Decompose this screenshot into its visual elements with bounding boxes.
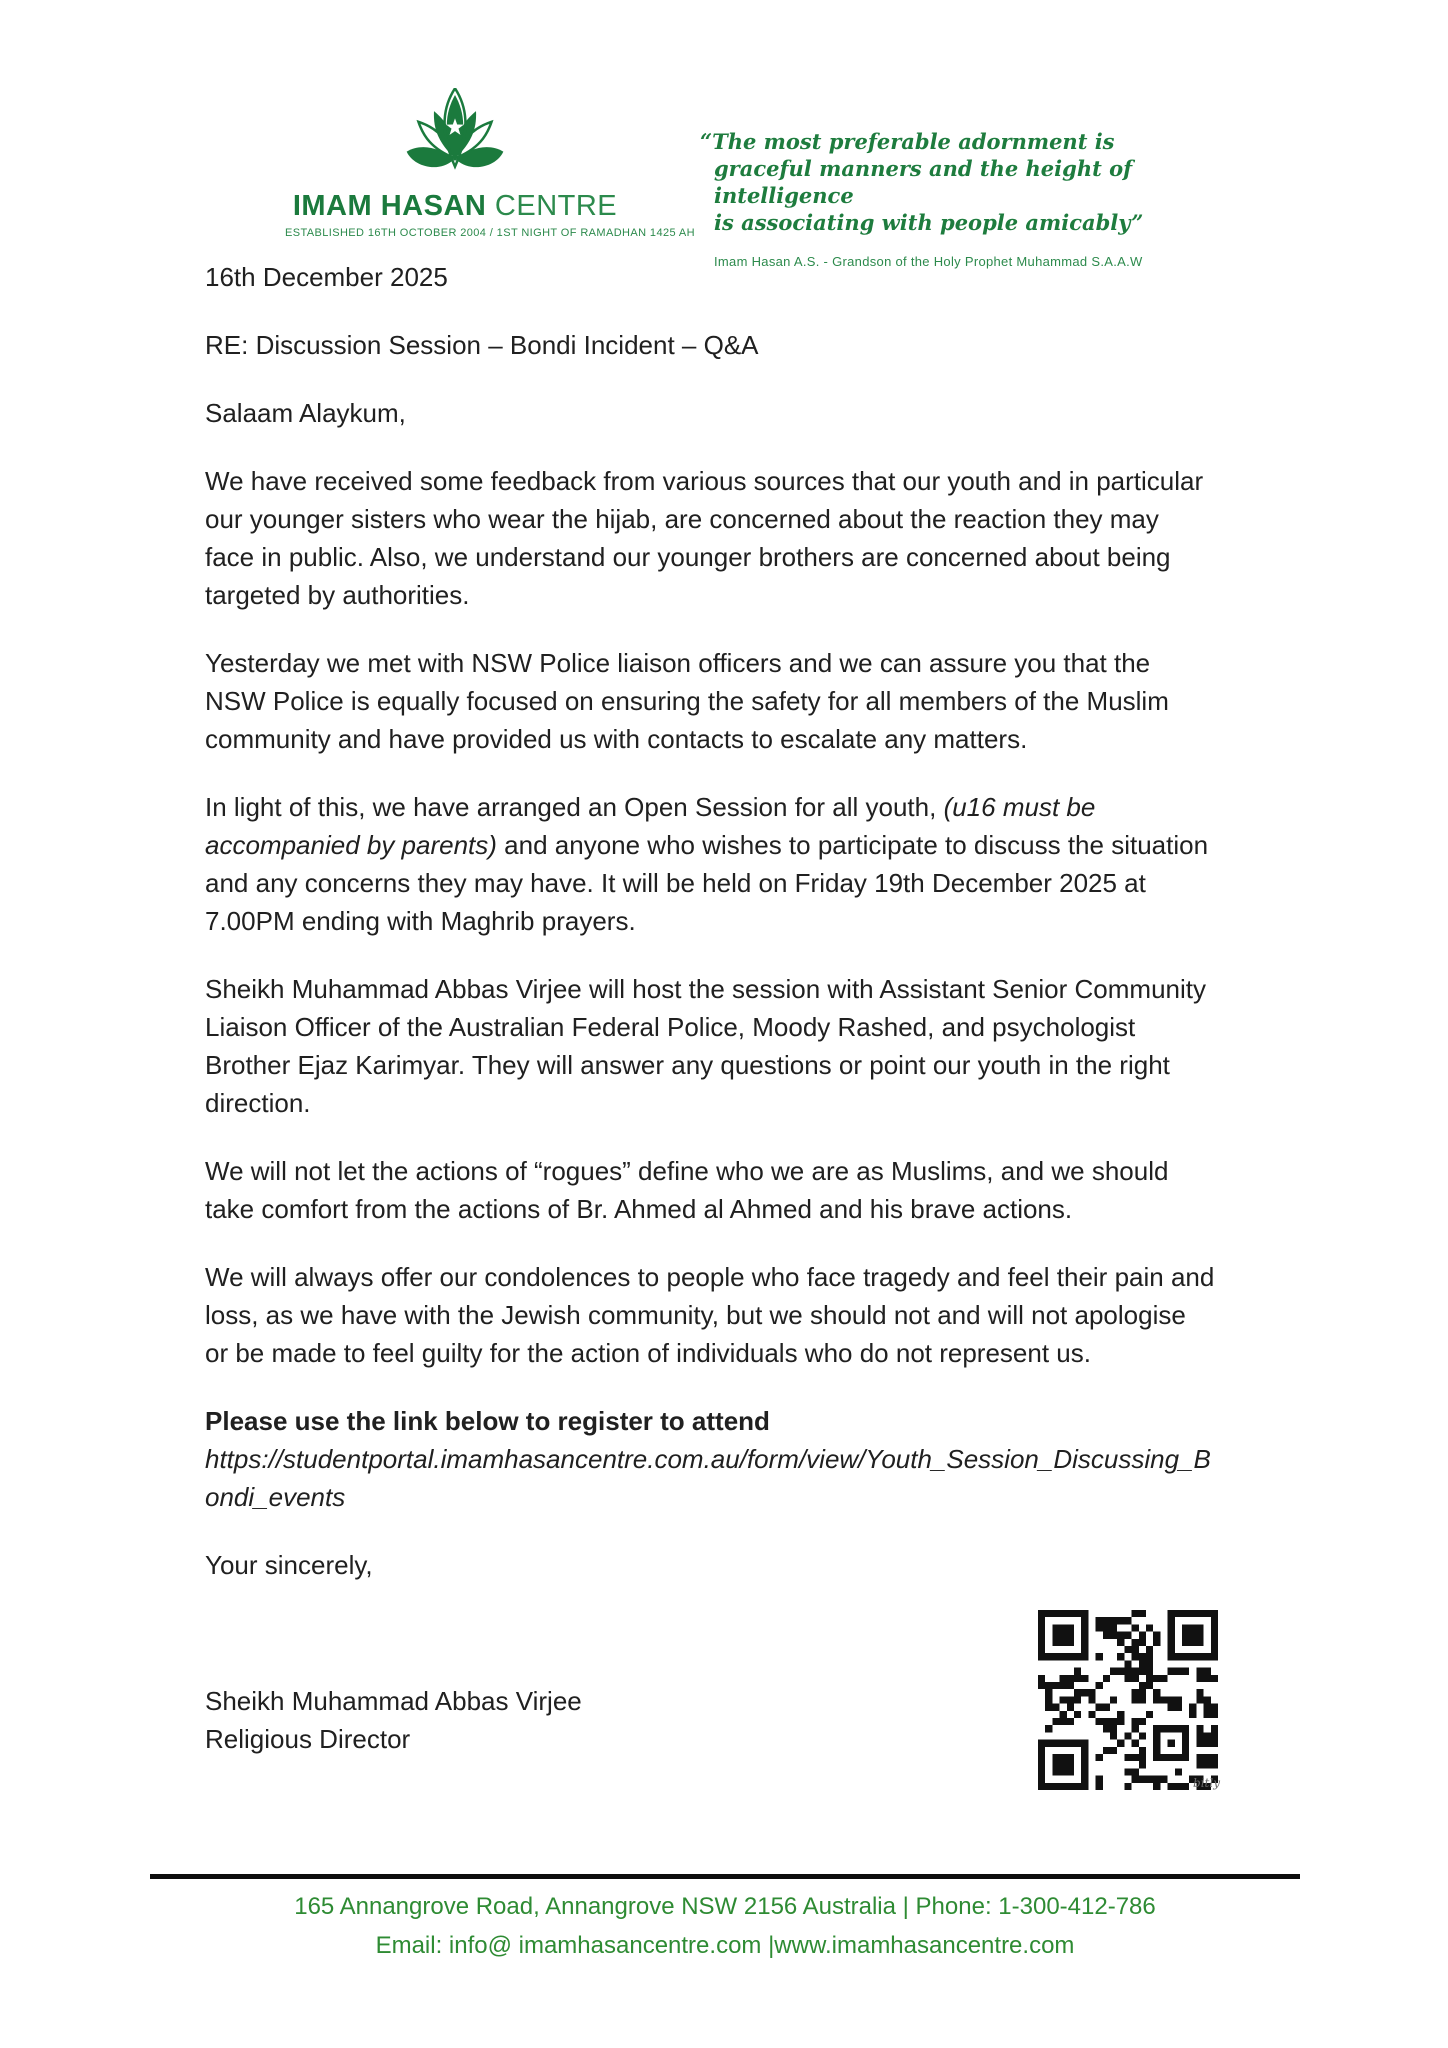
- paragraph-host: Sheikh Muhammad Abbas Virjee will host the session with Assistant Senior Community Liaison Officer of the Australian Federal Police, Moody Rashed, and psychologist Brother Ejaz Karimyar. They will answer any questions or point our youth in the right direction.: [205, 974, 1206, 1118]
- org-name-bold: IMAM HASAN: [292, 190, 487, 222]
- register-link: https://studentportal.imamhasancentre.com.au/form/view/Youth_Session_Discussing_Bondi_events: [205, 1444, 1211, 1512]
- register-heading: Please use the link below to register to attend: [205, 1406, 770, 1436]
- subject-line: RE: Discussion Session – Bondi Incident – Q&A: [205, 330, 759, 360]
- salutation: Salaam Alaykum,: [205, 398, 406, 428]
- footer-contact-line: Email: info@ imamhasancentre.com |www.imamhasancentre.com: [375, 1932, 1075, 1959]
- lotus-logo-icon: [405, 88, 505, 182]
- letter-date: 16th December 2025: [205, 262, 448, 292]
- org-name-light: CENTRE: [494, 190, 618, 222]
- paragraph-rogues: We will not let the actions of “rogues” define who we are as Muslims, and we should take comfort from the actions of Br. Ahmed al Ahmed and his brave actions.: [205, 1156, 1169, 1224]
- quote-attribution: Imam Hasan A.S. - Grandson of the Holy Prophet Muhammad S.A.A.W: [714, 254, 1143, 269]
- qr-code: [1038, 1610, 1218, 1790]
- quote-line-2: graceful manners and the height of intelligence: [714, 156, 1133, 208]
- footer-address-line: 165 Annangrove Road, Annangrove NSW 2156 Australia | Phone: 1-300-412-786: [294, 1893, 1156, 1920]
- quote-line-3: is associating with people amicably”: [714, 210, 1144, 235]
- letterhead-brand: [285, 88, 695, 239]
- session-text-pre: In light of this, we have arranged an Open Session for all youth,: [205, 792, 944, 822]
- letter-body: [205, 258, 1215, 1758]
- session-text-post: and anyone who wishes to participate to discuss the situation and any concerns they may have. It will be held on Friday 19th December 2025 at 7.00PM ending with Maghrib prayers.: [205, 830, 1209, 936]
- quote-line-1: “The most preferable adornment is: [700, 129, 1115, 154]
- qr-bitly-label: bitly: [1193, 1776, 1220, 1790]
- footer: [150, 1874, 1300, 1965]
- quote-block: [700, 128, 1240, 275]
- paragraph-feedback: We have received some feedback from various sources that our youth and in particular our younger sisters who wear the hijab, are concerned about the reaction they may face in public. Also, we understand our younger brothers are concerned about being targeted by authorities.: [205, 466, 1204, 610]
- signer-title: Religious Director: [205, 1724, 411, 1754]
- org-name: [285, 190, 625, 223]
- established-line: ESTABLISHED 16TH OCTOBER 2004 / 1ST NIGHT OF RAMADHAN 1425 AH: [285, 227, 695, 239]
- paragraph-session: [205, 788, 1215, 940]
- session-text-italic: (u16 must be accompanied by parents): [205, 792, 1096, 860]
- signer-name: Sheikh Muhammad Abbas Virjee: [205, 1686, 582, 1716]
- closing: Your sincerely,: [205, 1550, 373, 1580]
- paragraph-condolences: We will always offer our condolences to people who face tragedy and feel their pain and loss, as we have with the Jewish community, but we should not and will not apologise or be made to feel guilty for the action of individuals who do not represent us.: [205, 1262, 1215, 1368]
- paragraph-police: Yesterday we met with NSW Police liaison officers and we can assure you that the NSW Police is equally focused on ensuring the safety for all members of the Muslim community and have provided us with contacts to escalate any matters.: [205, 648, 1169, 754]
